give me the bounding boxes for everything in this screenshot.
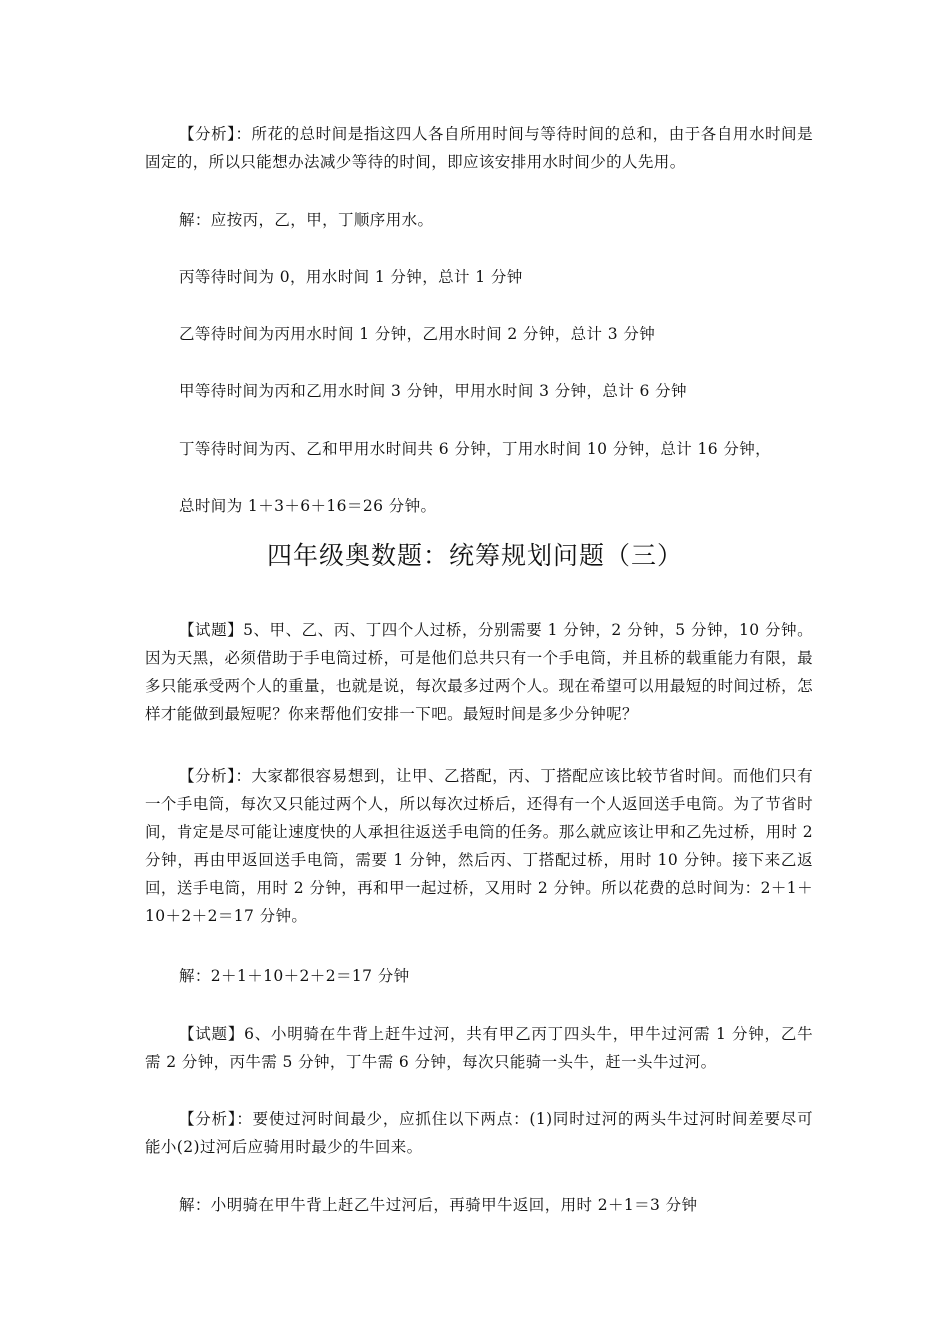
problem-5-analysis: 【分析】：大家都很容易想到，让甲、乙搭配，丙、丁搭配应该比较节省时间。而他们只有一个手电筒，每次又只能过两个人，所以每次过桥后，还得有一个人返回送手电筒。为了节省时间，肯定是尽可能让速度快的人承担往返送手电筒的任务。那么就应该让甲和乙先过桥，用时 2 分钟，再由甲返回送手电筒，需要 1 分钟，然后丙、丁搭配过桥，用时 10 分钟。接下来乙返回，送手电筒，用时 2 分钟，再和甲一起过桥，又用时 2 分钟。所以花费的总时间为：2＋1＋10＋2＋2＝17 分钟。 — [145, 767, 813, 925]
analysis-paragraph: 【分析】：所花的总时间是指这四人各自所用时间与等待时间的总和，由于各自用水时间是固定的，所以只能想办法减少等待的时间，即应该安排用水时间少的人先用。 — [145, 125, 813, 171]
problem-5-question: 【试题】5、甲、乙、丙、丁四个人过桥，分别需要 1 分钟，2 分钟，5 分钟，10 分钟。因为天黑，必须借助于手电筒过桥，可是他们总共只有一个手电筒，并且桥的载重能力有限，最多只能承受两个人的重量，也就是说，每次最多过两个人。现在希望可以用最短的时间过桥，怎样才能做到最短呢？你来帮他们安排一下吧。最短时间是多少分钟呢？ — [145, 621, 813, 723]
solution-line: 丙等待时间为 0，用水时间 1 分钟，总计 1 分钟 — [179, 268, 523, 286]
solution-line: 乙等待时间为丙用水时间 1 分钟，乙用水时间 2 分钟，总计 3 分钟 — [179, 325, 656, 343]
problem-6-analysis: 【分析】：要使过河时间最少，应抓住以下两点：(1)同时过河的两头牛过河时间差要尽可能小(2)过河后应骑用时最少的牛回来。 — [145, 1110, 813, 1156]
solution-line: 丁等待时间为丙、乙和甲用水时间共 6 分钟，丁用水时间 10 分钟，总计 16 分钟， — [179, 440, 772, 458]
problem-6-question: 【试题】6、小明骑在牛背上赶牛过河，共有甲乙丙丁四头牛，甲牛过河需 1 分钟，乙牛需 2 分钟，丙牛需 5 分钟，丁牛需 6 分钟，每次只能骑一头牛，赶一头牛过河。 — [145, 1025, 813, 1071]
problem-6-solution: 解：小明骑在甲牛背上赶乙牛过河后，再骑甲牛返回，用时 2＋1＝3 分钟 — [179, 1196, 698, 1214]
problem-5-solution: 解：2＋1＋10＋2＋2＝17 分钟 — [179, 967, 410, 985]
solution-total-line: 总时间为 1＋3＋6＋16＝26 分钟。 — [179, 497, 437, 515]
section-title: 四年级奥数题：统筹规划问题（三） — [266, 541, 683, 570]
solution-line: 解：应按丙，乙，甲，丁顺序用水。 — [179, 211, 434, 229]
solution-line: 甲等待时间为丙和乙用水时间 3 分钟，甲用水时间 3 分钟，总计 6 分钟 — [179, 382, 687, 400]
